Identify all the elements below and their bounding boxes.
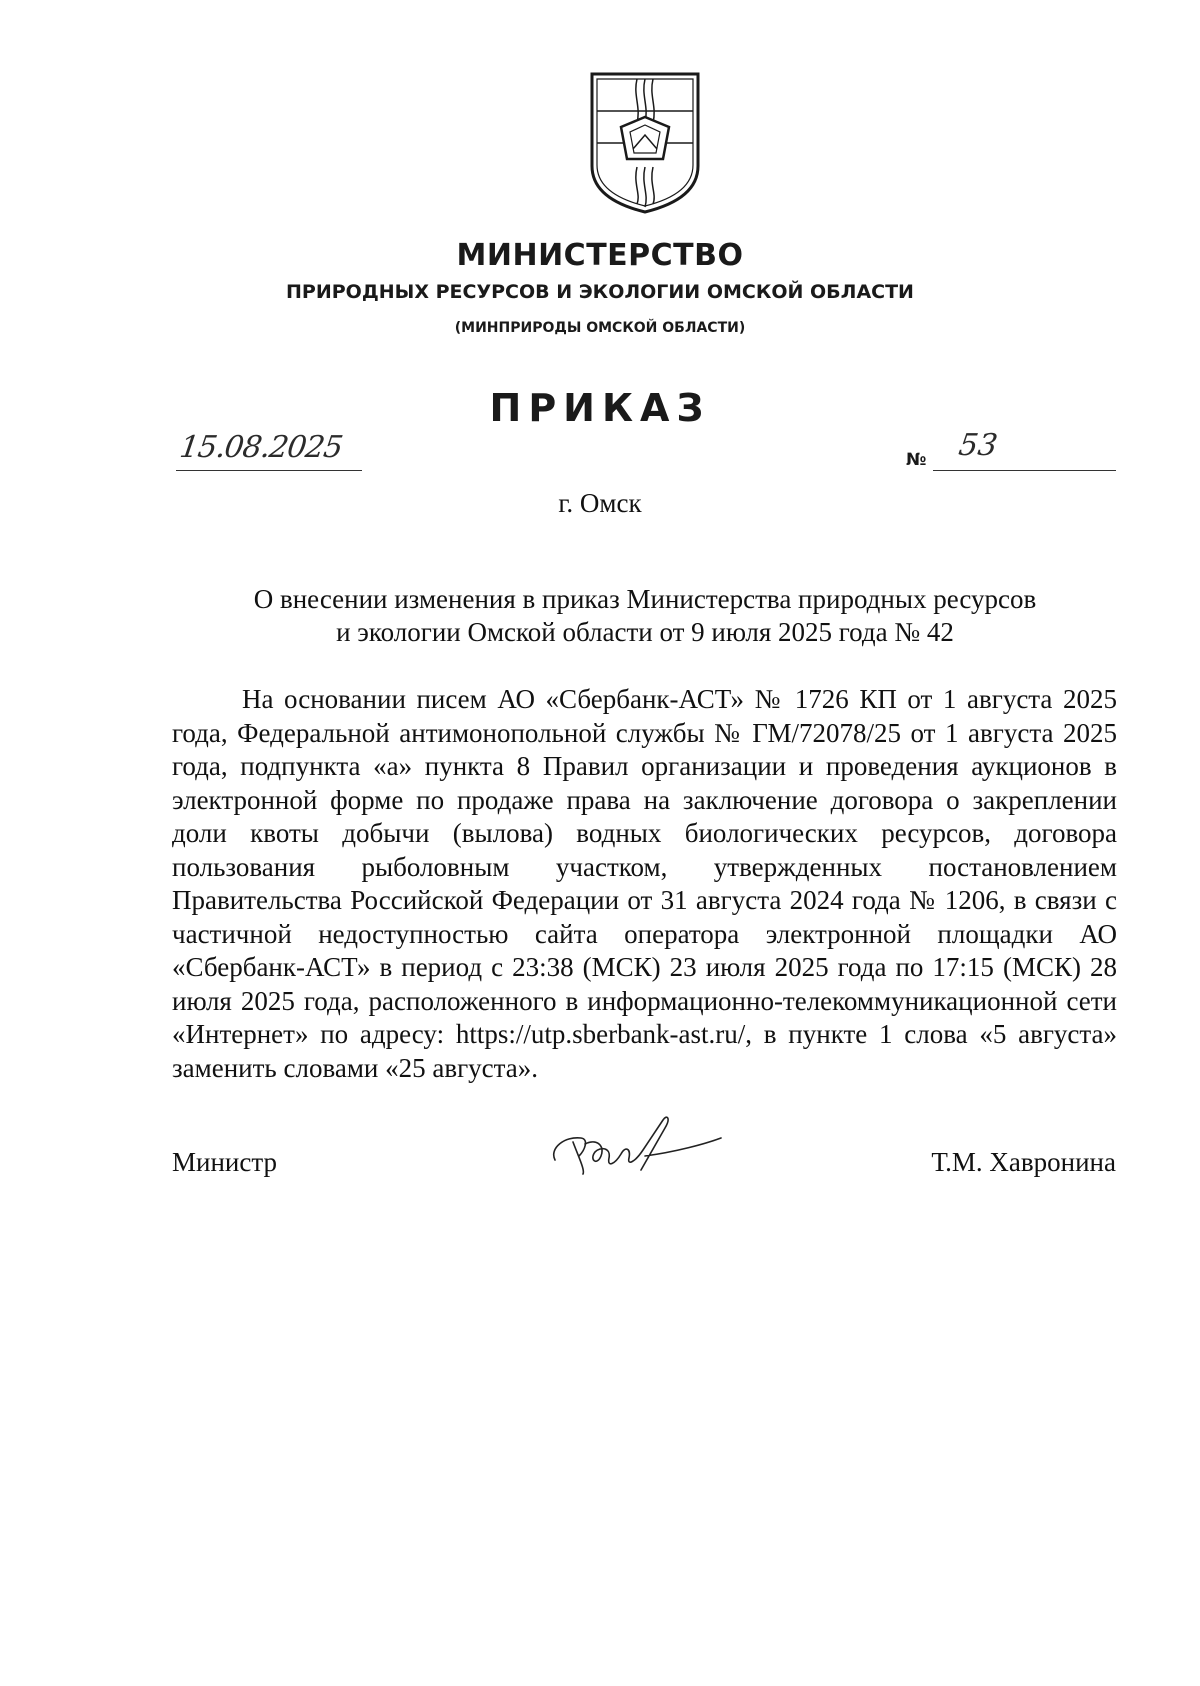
- order-title: ПРИКАЗ: [489, 386, 711, 430]
- ministry-subtitle: ПРИРОДНЫХ РЕСУРСОВ И ЭКОЛОГИИ ОМСКОЙ ОБЛАСТИ: [286, 281, 914, 303]
- order-date-field: [176, 430, 362, 471]
- order-number: 53: [956, 428, 1000, 463]
- coat-of-arms-icon: [589, 71, 701, 215]
- handwritten-signature: [545, 1108, 725, 1180]
- order-number-field: [933, 428, 1116, 471]
- order-subject: [170, 583, 1120, 649]
- signer-name: Т.М. Хавронина: [931, 1147, 1116, 1177]
- order-number-label: №: [906, 450, 927, 470]
- order-city: г. Омск: [558, 488, 642, 518]
- ministry-title: МИНИСТЕРСТВО: [456, 238, 744, 273]
- order-subject-line-1: О внесении изменения в приказ Министерства природных ресурсов: [253, 584, 1037, 614]
- order-date: 15.08.2025: [177, 430, 345, 465]
- order-subject-line-2: и экологии Омской области от 9 июля 2025 года № 42: [336, 617, 954, 647]
- signer-role: Министр: [172, 1147, 277, 1177]
- ministry-short-name: (МИНПРИРОДЫ ОМСКОЙ ОБЛАСТИ): [454, 320, 746, 336]
- order-body-paragraph: На основании писем АО «Сбербанк-АСТ» № 1726 КП от 1 августа 2025 года, Федеральной антимонопольной службы № ГМ/72078/25 от 1 августа 2025 года, подпункта «а» пункта 8 Правил организации и проведения аукционов в электронной форме по продаже права на заключение договора о закреплении доли квоты добычи (вылова) водных биологических ресурсов, договора пользования рыболовным участком, утвержденных постановлением Правительства Российской Федерации от 31 августа 2024 года № 1206, в связи с частичной недоступностью сайта оператора электронной площадки АО «Сбербанк-АСТ» в период с 23:38 (МСК) 23 июля 2025 года по 17:15 (МСК) 28 июля 2025 года, расположенного в информационно-телекоммуникационной сети «Интернет» по адресу: https://utp.sberbank-ast.ru/, в пункте 1 слова «5 августа» заменить словами «25 августа».: [172, 684, 1117, 1083]
